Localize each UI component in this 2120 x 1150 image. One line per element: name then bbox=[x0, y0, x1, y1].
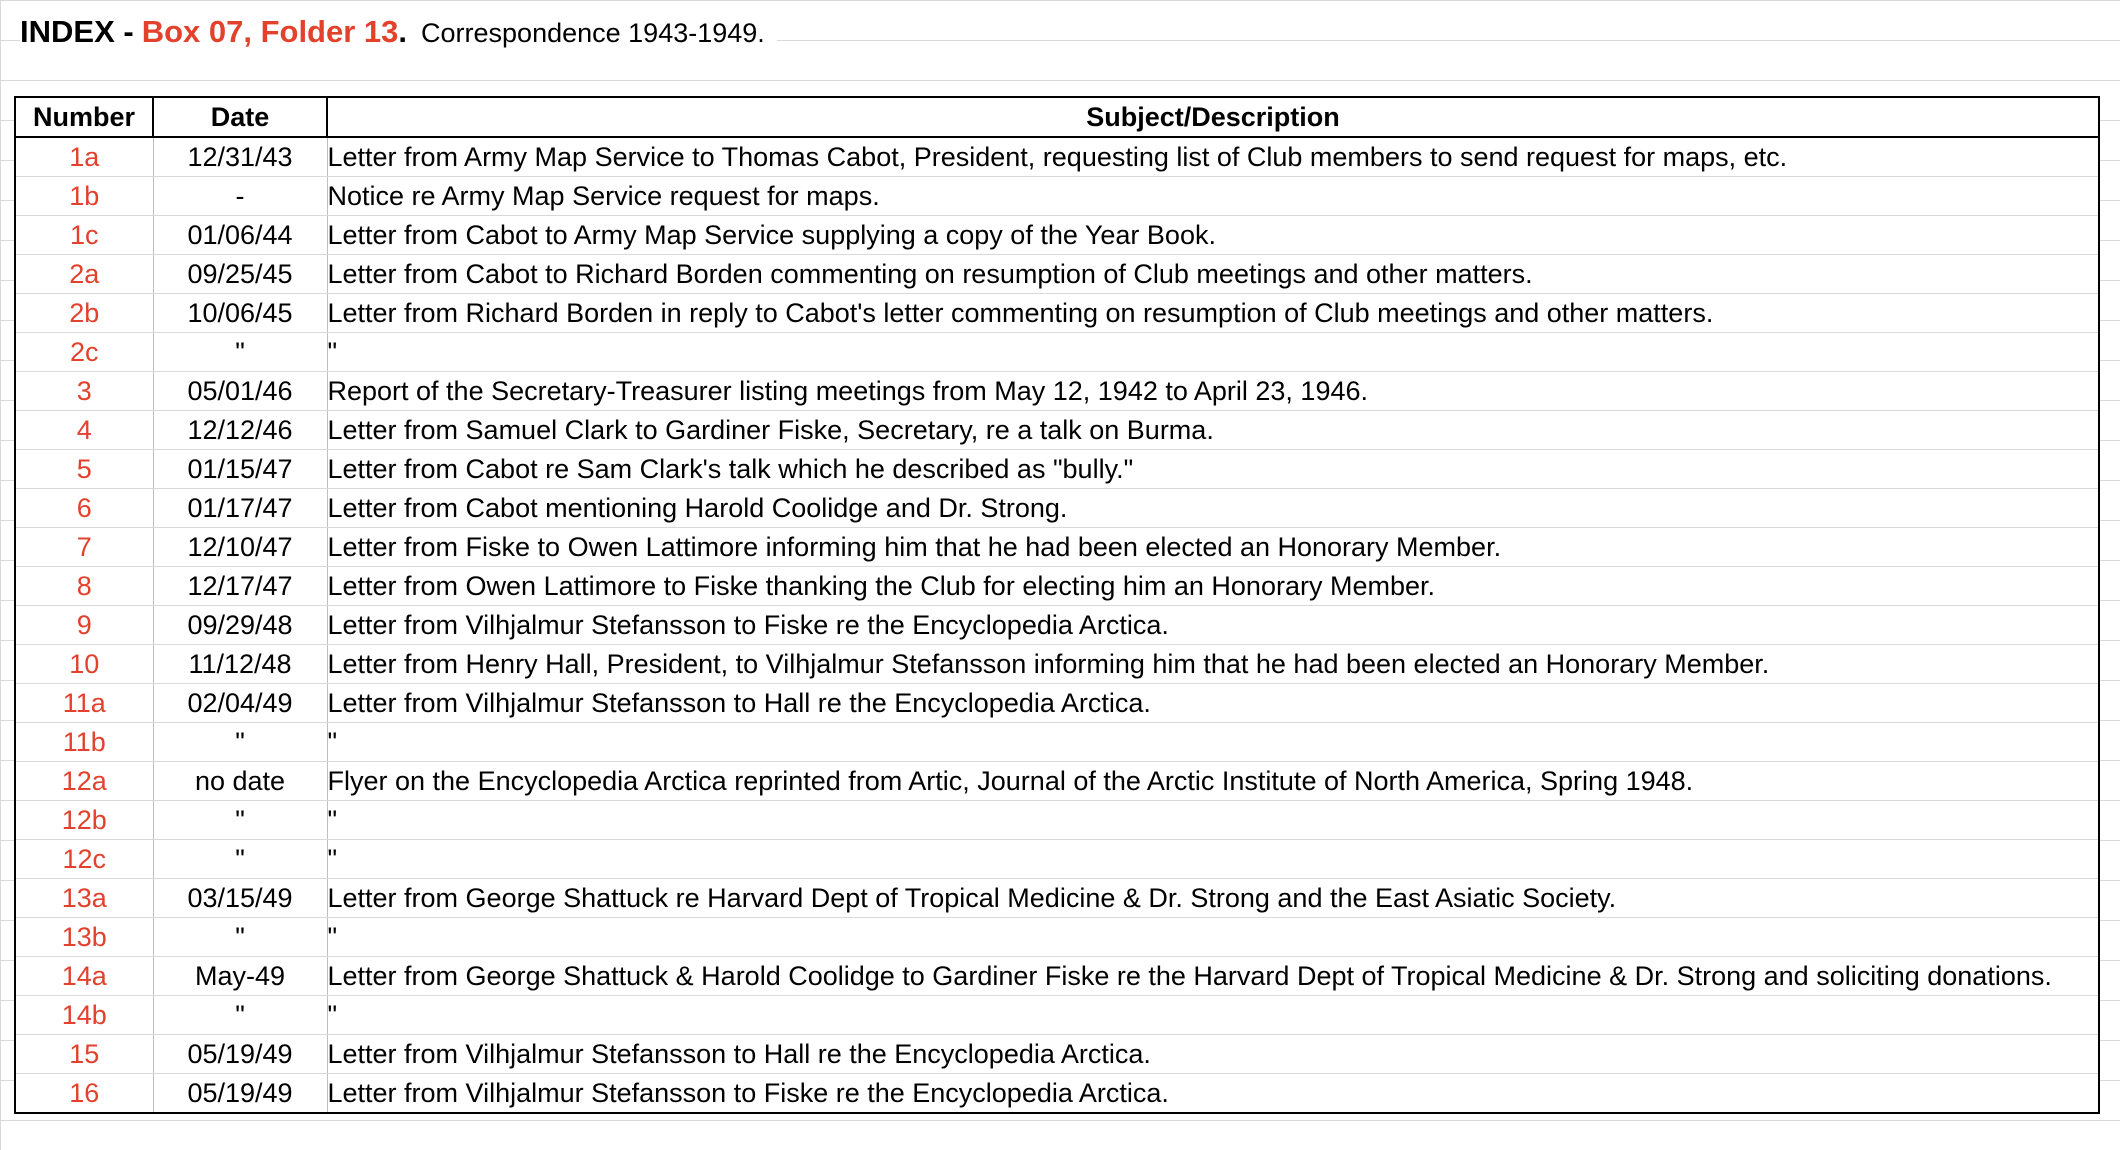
cell-subject[interactable]: " bbox=[327, 723, 2099, 762]
table-row bbox=[15, 567, 2099, 606]
table-row bbox=[15, 918, 2099, 957]
cell-date[interactable]: 05/01/46 bbox=[153, 372, 327, 411]
table-row bbox=[15, 372, 2099, 411]
table-row bbox=[15, 879, 2099, 918]
cell-number[interactable]: 1b bbox=[15, 177, 153, 216]
cell-subject[interactable]: Letter from Vilhjalmur Stefansson to Hall re the Encyclopedia Arctica. bbox=[327, 1035, 2099, 1074]
table-row bbox=[15, 333, 2099, 372]
cell-subject[interactable]: Letter from Army Map Service to Thomas Cabot, President, requesting list of Club members to send request for maps, etc. bbox=[327, 137, 2099, 177]
cell-subject[interactable]: Letter from Cabot to Army Map Service supplying a copy of the Year Book. bbox=[327, 216, 2099, 255]
cell-date[interactable]: 12/10/47 bbox=[153, 528, 327, 567]
cell-number[interactable]: 1c bbox=[15, 216, 153, 255]
cell-subject[interactable]: Letter from Richard Borden in reply to Cabot's letter commenting on resumption of Club meetings and other matters. bbox=[327, 294, 2099, 333]
cell-date[interactable]: 01/15/47 bbox=[153, 450, 327, 489]
cell-number[interactable]: 2a bbox=[15, 255, 153, 294]
table-row bbox=[15, 450, 2099, 489]
cell-number[interactable]: 4 bbox=[15, 411, 153, 450]
index-title bbox=[20, 14, 777, 54]
cell-subject[interactable]: Report of the Secretary-Treasurer listing meetings from May 12, 1942 to April 23, 1946. bbox=[327, 372, 2099, 411]
cell-number[interactable]: 9 bbox=[15, 606, 153, 645]
cell-number[interactable]: 15 bbox=[15, 1035, 153, 1074]
cell-date[interactable]: 11/12/48 bbox=[153, 645, 327, 684]
cell-subject[interactable]: " bbox=[327, 918, 2099, 957]
cell-date[interactable]: no date bbox=[153, 762, 327, 801]
cell-date[interactable]: 12/31/43 bbox=[153, 137, 327, 177]
cell-number[interactable]: 16 bbox=[15, 1074, 153, 1114]
table-row bbox=[15, 528, 2099, 567]
cell-number[interactable]: 12b bbox=[15, 801, 153, 840]
cell-date[interactable]: " bbox=[153, 840, 327, 879]
cell-subject[interactable]: Notice re Army Map Service request for maps. bbox=[327, 177, 2099, 216]
cell-subject[interactable]: Letter from Vilhjalmur Stefansson to Hall re the Encyclopedia Arctica. bbox=[327, 684, 2099, 723]
cell-subject[interactable]: Letter from Vilhjalmur Stefansson to Fiske re the Encyclopedia Arctica. bbox=[327, 606, 2099, 645]
cell-subject[interactable]: " bbox=[327, 333, 2099, 372]
cell-date[interactable]: 01/17/47 bbox=[153, 489, 327, 528]
table-row bbox=[15, 177, 2099, 216]
table-row bbox=[15, 606, 2099, 645]
table-header-row bbox=[15, 97, 2099, 137]
cell-number[interactable]: 7 bbox=[15, 528, 153, 567]
cell-number[interactable]: 10 bbox=[15, 645, 153, 684]
table-row bbox=[15, 684, 2099, 723]
table-row bbox=[15, 1035, 2099, 1074]
cell-date[interactable]: May-49 bbox=[153, 957, 327, 996]
cell-subject[interactable]: Letter from Owen Lattimore to Fiske thanking the Club for electing him an Honorary Member. bbox=[327, 567, 2099, 606]
cell-date[interactable]: 12/17/47 bbox=[153, 567, 327, 606]
cell-subject[interactable]: " bbox=[327, 801, 2099, 840]
table-row bbox=[15, 489, 2099, 528]
cell-number[interactable]: 5 bbox=[15, 450, 153, 489]
cell-date[interactable]: " bbox=[153, 723, 327, 762]
cell-subject[interactable]: Letter from George Shattuck re Harvard Dept of Tropical Medicine & Dr. Strong and the East Asiatic Society. bbox=[327, 879, 2099, 918]
title-description: Correspondence 1943-1949. bbox=[421, 18, 765, 48]
table-row bbox=[15, 411, 2099, 450]
cell-subject[interactable]: Letter from George Shattuck & Harold Coolidge to Gardiner Fiske re the Harvard Dept of Tropical Medicine & Dr. Strong and soliciting donations. bbox=[327, 957, 2099, 996]
cell-subject[interactable]: Letter from Samuel Clark to Gardiner Fiske, Secretary, re a talk on Burma. bbox=[327, 411, 2099, 450]
table-row bbox=[15, 255, 2099, 294]
cell-subject[interactable]: Letter from Cabot to Richard Borden commenting on resumption of Club meetings and other matters. bbox=[327, 255, 2099, 294]
table-row bbox=[15, 1074, 2099, 1114]
cell-number[interactable]: 8 bbox=[15, 567, 153, 606]
cell-number[interactable]: 13a bbox=[15, 879, 153, 918]
cell-date[interactable]: 01/06/44 bbox=[153, 216, 327, 255]
cell-date[interactable]: 05/19/49 bbox=[153, 1074, 327, 1114]
cell-number[interactable]: 11a bbox=[15, 684, 153, 723]
cell-number[interactable]: 12a bbox=[15, 762, 153, 801]
cell-date[interactable]: 09/29/48 bbox=[153, 606, 327, 645]
table-row bbox=[15, 723, 2099, 762]
title-box-folder: Box 07, Folder 13 bbox=[141, 14, 399, 49]
cell-subject[interactable]: Letter from Vilhjalmur Stefansson to Fiske re the Encyclopedia Arctica. bbox=[327, 1074, 2099, 1114]
column-header-number[interactable]: Number bbox=[15, 97, 153, 137]
cell-date[interactable]: 09/25/45 bbox=[153, 255, 327, 294]
cell-date[interactable]: " bbox=[153, 333, 327, 372]
cell-number[interactable]: 2c bbox=[15, 333, 153, 372]
table-row bbox=[15, 957, 2099, 996]
cell-date[interactable]: 10/06/45 bbox=[153, 294, 327, 333]
cell-number[interactable]: 13b bbox=[15, 918, 153, 957]
table-row bbox=[15, 996, 2099, 1035]
cell-number[interactable]: 11b bbox=[15, 723, 153, 762]
cell-date[interactable]: 05/19/49 bbox=[153, 1035, 327, 1074]
cell-number[interactable]: 2b bbox=[15, 294, 153, 333]
cell-date[interactable]: 02/04/49 bbox=[153, 684, 327, 723]
table-body bbox=[15, 137, 2099, 1113]
cell-subject[interactable]: " bbox=[327, 996, 2099, 1035]
cell-number[interactable]: 14b bbox=[15, 996, 153, 1035]
cell-subject[interactable]: Letter from Fiske to Owen Lattimore informing him that he had been elected an Honorary Member. bbox=[327, 528, 2099, 567]
table-row bbox=[15, 137, 2099, 177]
table-row bbox=[15, 840, 2099, 879]
cell-date[interactable]: 12/12/46 bbox=[153, 411, 327, 450]
cell-subject[interactable]: Letter from Cabot re Sam Clark's talk which he described as "bully." bbox=[327, 450, 2099, 489]
cell-number[interactable]: 6 bbox=[15, 489, 153, 528]
title-dot: . bbox=[398, 14, 408, 49]
cell-date[interactable]: 03/15/49 bbox=[153, 879, 327, 918]
cell-subject[interactable]: Flyer on the Encyclopedia Arctica reprinted from Artic, Journal of the Arctic Institute of North America, Spring 1948. bbox=[327, 762, 2099, 801]
cell-number[interactable]: 1a bbox=[15, 137, 153, 177]
cell-date[interactable]: " bbox=[153, 996, 327, 1035]
cell-number[interactable]: 3 bbox=[15, 372, 153, 411]
cell-date[interactable]: " bbox=[153, 801, 327, 840]
cell-subject[interactable]: Letter from Henry Hall, President, to Vilhjalmur Stefansson informing him that he had been elected an Honorary Member. bbox=[327, 645, 2099, 684]
cell-subject[interactable]: " bbox=[327, 840, 2099, 879]
cell-date[interactable]: - bbox=[153, 177, 327, 216]
cell-number[interactable]: 12c bbox=[15, 840, 153, 879]
table-row bbox=[15, 762, 2099, 801]
table-row bbox=[15, 645, 2099, 684]
table-row bbox=[15, 216, 2099, 255]
index-table bbox=[14, 96, 2100, 1114]
cell-date[interactable]: " bbox=[153, 918, 327, 957]
cell-number[interactable]: 14a bbox=[15, 957, 153, 996]
cell-subject[interactable]: Letter from Cabot mentioning Harold Coolidge and Dr. Strong. bbox=[327, 489, 2099, 528]
table-row bbox=[15, 294, 2099, 333]
column-header-subject[interactable]: Subject/Description bbox=[327, 97, 2099, 137]
title-index-label: INDEX - bbox=[20, 14, 134, 49]
table-row bbox=[15, 801, 2099, 840]
column-header-date[interactable]: Date bbox=[153, 97, 327, 137]
